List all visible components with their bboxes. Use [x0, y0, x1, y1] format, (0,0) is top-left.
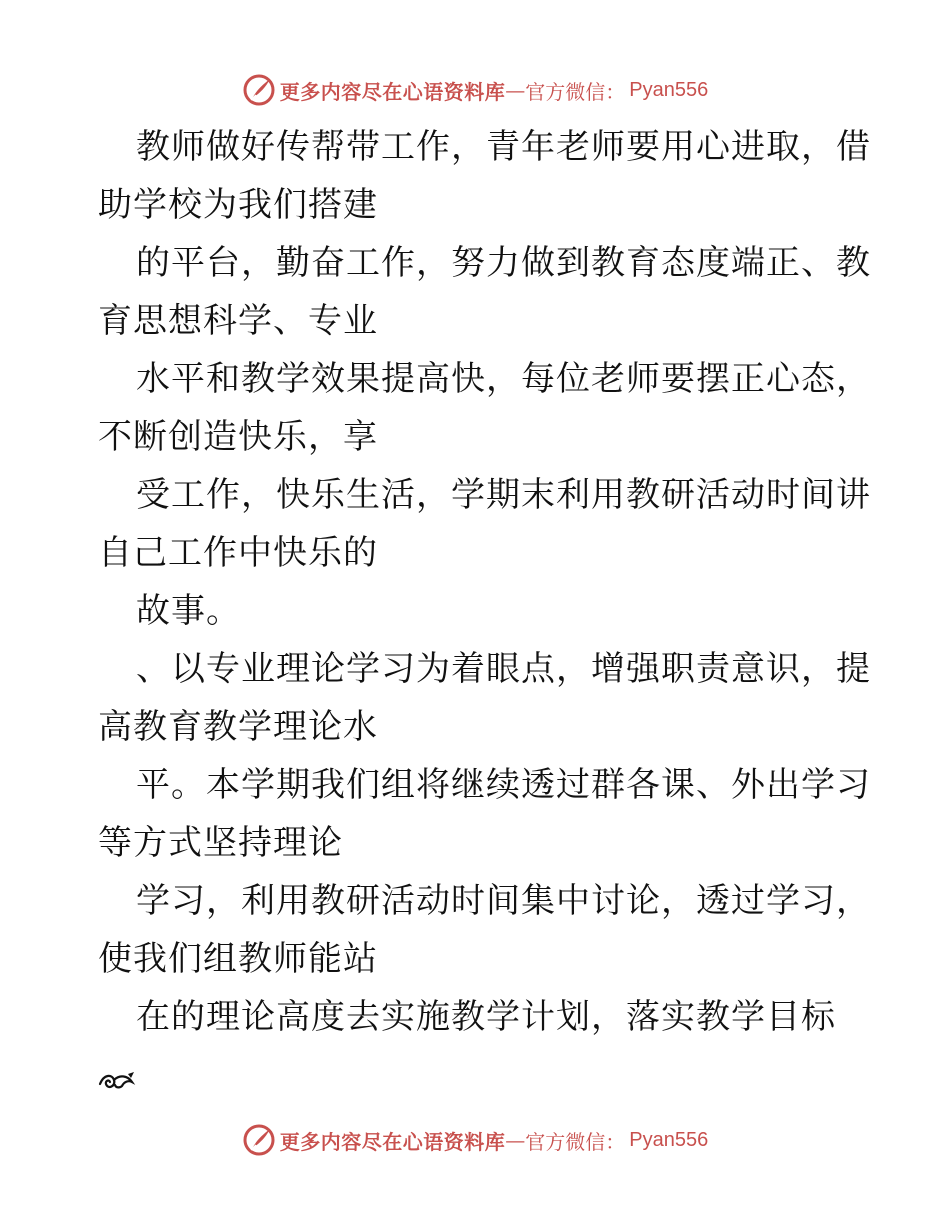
header-banner	[0, 70, 950, 110]
body-line: 在的理论高度去实施教学计划，落实教学目标	[136, 997, 836, 1037]
quill-pen-logo-icon	[242, 1123, 276, 1157]
footer-official-label: 官方微信：	[525, 1129, 626, 1154]
body-line: 自己工作中快乐的	[98, 533, 378, 573]
quill-pen-logo-icon	[242, 73, 276, 107]
body-line: 水平和教学效果提高快，每位老师要摆正心态，	[136, 359, 871, 399]
footer-banner	[0, 1120, 950, 1160]
footer-account-id: Pyan556	[629, 1128, 709, 1151]
body-line: 平。本学期我们组将继续透过群各课、外出学习	[136, 765, 871, 805]
footer-dash: —	[505, 1128, 526, 1152]
header-site-text: 更多内容尽在心语资料库	[279, 79, 506, 104]
header-account-id: Pyan556	[629, 78, 709, 101]
header-dash: —	[505, 78, 526, 102]
body-line: 故事。	[136, 591, 241, 631]
footer-site-text: 更多内容尽在心语资料库	[279, 1129, 506, 1154]
body-line: 等方式坚持理论	[98, 823, 343, 863]
document-body	[98, 118, 871, 1046]
fleuron-ornament-icon	[98, 1070, 138, 1092]
body-line: 教师做好传帮带工作，青年老师要用心进取，借	[136, 127, 871, 167]
body-line: 使我们组教师能站	[98, 939, 378, 979]
body-line: 的平台，勤奋工作，努力做到教育态度端正、教	[136, 243, 871, 283]
body-line: 助学校为我们搭建	[98, 185, 378, 225]
body-line: 不断创造快乐，享	[98, 417, 378, 457]
body-line: 高教育教学理论水	[98, 707, 378, 747]
body-line: 育思想科学、专业	[98, 301, 378, 341]
header-official-label: 官方微信：	[525, 79, 626, 104]
body-line: 、以专业理论学习为着眼点，增强职责意识，提	[136, 649, 871, 689]
body-line: 学习，利用教研活动时间集中讨论，透过学习，	[136, 881, 871, 921]
body-line: 受工作，快乐生活，学期末利用教研活动时间讲	[136, 475, 871, 515]
